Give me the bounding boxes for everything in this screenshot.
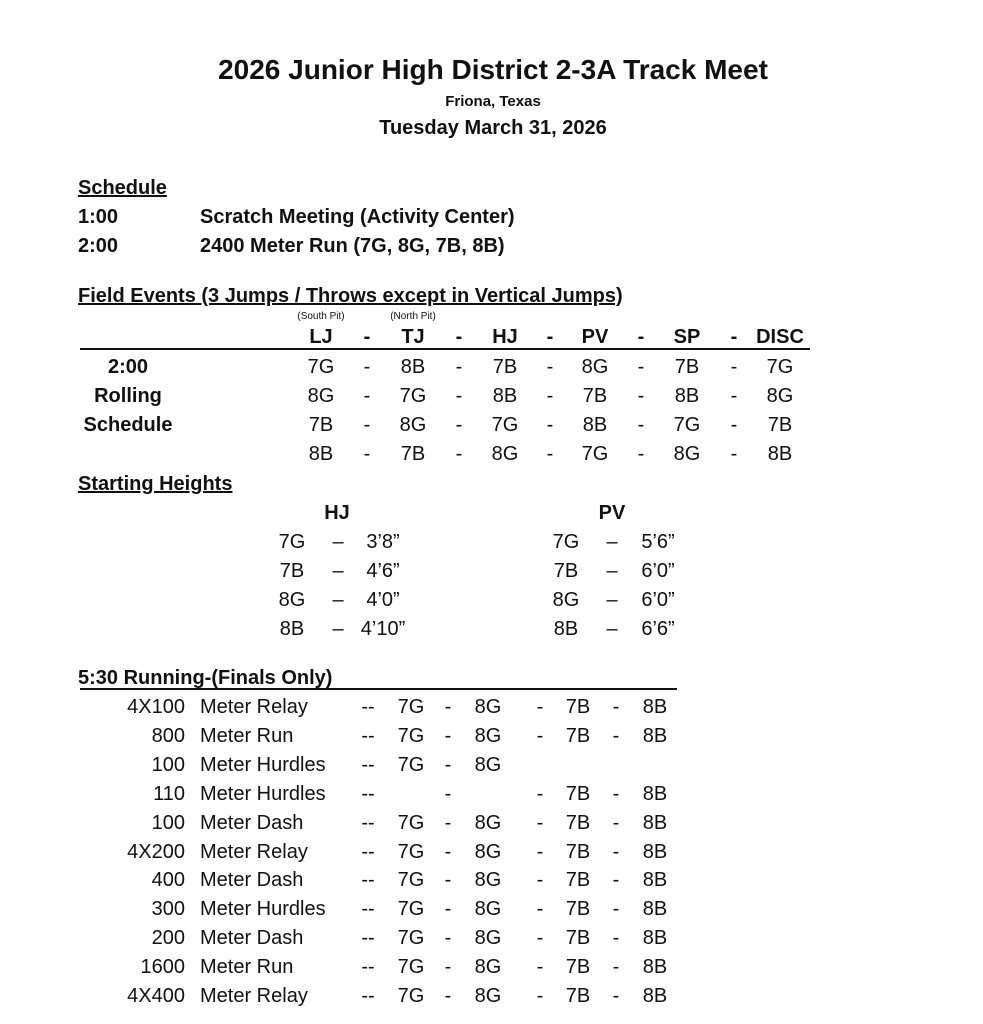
separator: - — [536, 956, 544, 978]
row-label: 2:00 — [107, 356, 149, 378]
pv-height: 6’0” — [641, 560, 675, 582]
dash: – — [606, 560, 618, 582]
event-name: Meter Hurdles — [200, 898, 326, 920]
hj-height: 4’6” — [366, 560, 400, 582]
field-event-cell: 8B — [674, 385, 700, 407]
event-name: Meter Relay — [200, 696, 308, 718]
hj-division: 8B — [279, 618, 305, 640]
field-event-cell: 7G — [673, 414, 701, 436]
division-8b: 8B — [642, 696, 668, 718]
separator: - — [612, 696, 620, 718]
separator: - — [444, 812, 452, 834]
division-8b: 8B — [642, 812, 668, 834]
field-event-cell: 7B — [308, 414, 334, 436]
separator: - — [536, 841, 544, 863]
separator: - — [637, 385, 645, 407]
event-name: Meter Run — [200, 725, 294, 747]
division-7g: 7G — [397, 754, 425, 776]
separator: -- — [361, 927, 375, 949]
separator: - — [612, 841, 620, 863]
separator: - — [637, 414, 645, 436]
separator: -- — [361, 696, 375, 718]
division-7g: 7G — [397, 956, 425, 978]
column-header-pv: PV — [581, 326, 609, 348]
separator: - — [363, 385, 371, 407]
schedule-heading: Schedule — [78, 177, 167, 199]
distance: 400 — [151, 869, 185, 891]
separator: - — [730, 385, 738, 407]
separator: - — [536, 696, 544, 718]
separator: - — [536, 812, 544, 834]
column-header-disc: DISC — [756, 326, 804, 348]
separator: - — [455, 326, 463, 348]
separator: - — [444, 696, 452, 718]
event-name: Meter Relay — [200, 841, 308, 863]
division-7g: 7G — [397, 869, 425, 891]
separator: -- — [361, 898, 375, 920]
separator: -- — [361, 812, 375, 834]
division-7g: 7G — [397, 696, 425, 718]
division-8b: 8B — [642, 927, 668, 949]
dash: – — [332, 560, 344, 582]
separator: - — [612, 985, 620, 1007]
pv-division: 8G — [552, 589, 580, 611]
separator: -- — [361, 869, 375, 891]
separator: - — [612, 812, 620, 834]
separator: - — [637, 443, 645, 465]
field-events-heading: Field Events (3 Jumps / Throws except in Vertical Jumps) — [78, 285, 623, 307]
separator: -- — [361, 754, 375, 776]
starting-heights-heading: Starting Heights — [78, 473, 233, 495]
pv-height: 6’0” — [641, 589, 675, 611]
location: Friona, Texas — [445, 93, 541, 110]
hj-division: 7B — [279, 560, 305, 582]
field-event-cell: 7B — [400, 443, 426, 465]
division-8b: 8B — [642, 898, 668, 920]
separator: - — [444, 869, 452, 891]
dash: – — [332, 589, 344, 611]
separator: - — [546, 414, 554, 436]
column-header-sp: SP — [673, 326, 701, 348]
field-event-cell: 8B — [492, 385, 518, 407]
event-name: Meter Relay — [200, 985, 308, 1007]
hj-height: 3’8” — [366, 531, 400, 553]
distance: 1600 — [140, 956, 185, 978]
field-event-cell: 7B — [492, 356, 518, 378]
pv-division: 7G — [552, 531, 580, 553]
separator: - — [363, 414, 371, 436]
page-title: 2026 Junior High District 2-3A Track Meet — [218, 54, 768, 85]
field-event-cell: 7B — [674, 356, 700, 378]
pv-division: 7B — [553, 560, 579, 582]
separator: - — [546, 356, 554, 378]
division-7b: 7B — [565, 898, 591, 920]
pv-height: 6’6” — [641, 618, 675, 640]
pv-division: 8B — [553, 618, 579, 640]
field-events-rule — [80, 348, 810, 350]
dash: – — [606, 618, 618, 640]
dash: – — [332, 531, 344, 553]
division-7b: 7B — [565, 985, 591, 1007]
event-name: Meter Dash — [200, 812, 304, 834]
schedule-time: 1:00 — [78, 206, 119, 228]
division-7g: 7G — [397, 985, 425, 1007]
separator: - — [536, 985, 544, 1007]
field-event-cell: 8G — [673, 443, 701, 465]
pv-label: PV — [598, 502, 626, 524]
field-event-cell: 7G — [399, 385, 427, 407]
separator: - — [455, 385, 463, 407]
dash: – — [606, 531, 618, 553]
field-event-cell: 7G — [307, 356, 335, 378]
field-event-cell: 7G — [581, 443, 609, 465]
separator: - — [444, 725, 452, 747]
hj-division: 8G — [278, 589, 306, 611]
distance: 4X100 — [127, 696, 185, 718]
separator: - — [546, 443, 554, 465]
division-8b: 8B — [642, 869, 668, 891]
field-event-cell: 8G — [581, 356, 609, 378]
distance: 100 — [151, 754, 185, 776]
separator: - — [444, 841, 452, 863]
column-header-lj: LJ — [309, 326, 333, 348]
division-7b: 7B — [565, 956, 591, 978]
distance: 4X400 — [127, 985, 185, 1007]
division-7b: 7B — [565, 841, 591, 863]
division-7g: 7G — [397, 841, 425, 863]
separator: - — [455, 356, 463, 378]
pv-height: 5’6” — [641, 531, 675, 553]
separator: - — [612, 725, 620, 747]
schedule-event: Scratch Meeting (Activity Center) — [200, 206, 515, 228]
division-8g: 8G — [474, 841, 502, 863]
separator: - — [363, 443, 371, 465]
division-7b: 7B — [565, 869, 591, 891]
separator: - — [536, 898, 544, 920]
separator: - — [444, 898, 452, 920]
division-7g: 7G — [397, 898, 425, 920]
event-name: Meter Hurdles — [200, 754, 326, 776]
division-8b: 8B — [642, 725, 668, 747]
field-event-cell: 8B — [582, 414, 608, 436]
field-event-cell: 7G — [491, 414, 519, 436]
hj-label: HJ — [324, 502, 350, 524]
column-header-hj: HJ — [492, 326, 518, 348]
separator: - — [730, 326, 738, 348]
field-event-cell: 7B — [582, 385, 608, 407]
separator: - — [612, 956, 620, 978]
separator: - — [536, 869, 544, 891]
event-name: Meter Dash — [200, 927, 304, 949]
event-name: Meter Run — [200, 956, 294, 978]
division-8b: 8B — [642, 783, 668, 805]
tj-note: (North Pit) — [390, 311, 436, 322]
row-label: Schedule — [83, 414, 173, 436]
division-8g: 8G — [474, 869, 502, 891]
separator: - — [730, 443, 738, 465]
separator: - — [637, 356, 645, 378]
division-7b: 7B — [565, 812, 591, 834]
separator: - — [444, 927, 452, 949]
separator: - — [536, 927, 544, 949]
row-label: Rolling — [94, 385, 162, 407]
separator: - — [444, 783, 452, 805]
field-event-cell: 8G — [766, 385, 794, 407]
distance: 200 — [151, 927, 185, 949]
division-8g: 8G — [474, 956, 502, 978]
separator: - — [612, 898, 620, 920]
separator: -- — [361, 956, 375, 978]
separator: - — [444, 956, 452, 978]
schedule-time: 2:00 — [78, 235, 119, 257]
event-name: Meter Dash — [200, 869, 304, 891]
hj-height: 4’0” — [366, 589, 400, 611]
separator: - — [546, 326, 554, 348]
lj-note: (South Pit) — [297, 311, 345, 322]
running-heading: 5:30 Running-(Finals Only) — [78, 667, 333, 689]
distance: 4X200 — [127, 841, 185, 863]
field-event-cell: 8G — [307, 385, 335, 407]
hj-division: 7G — [278, 531, 306, 553]
division-7b: 7B — [565, 927, 591, 949]
separator: - — [455, 443, 463, 465]
division-8g: 8G — [474, 812, 502, 834]
division-8b: 8B — [642, 841, 668, 863]
meet-date: Tuesday March 31, 2026 — [379, 117, 607, 139]
separator: - — [730, 356, 738, 378]
field-event-cell: 7G — [766, 356, 794, 378]
division-7g: 7G — [397, 927, 425, 949]
separator: -- — [361, 985, 375, 1007]
running-rule — [80, 688, 677, 690]
separator: - — [363, 356, 371, 378]
field-event-cell: 8B — [400, 356, 426, 378]
division-7b: 7B — [565, 696, 591, 718]
hj-height: 4’10” — [360, 618, 406, 640]
division-8g: 8G — [474, 985, 502, 1007]
distance: 110 — [153, 783, 185, 805]
separator: - — [612, 783, 620, 805]
division-8b: 8B — [642, 985, 668, 1007]
separator: - — [444, 985, 452, 1007]
dash: – — [332, 618, 344, 640]
separator: - — [637, 326, 645, 348]
separator: - — [444, 754, 452, 776]
division-8g: 8G — [474, 927, 502, 949]
division-8g: 8G — [474, 725, 502, 747]
separator: -- — [361, 841, 375, 863]
separator: - — [536, 783, 544, 805]
separator: - — [536, 725, 544, 747]
division-8g: 8G — [474, 696, 502, 718]
distance: 300 — [151, 898, 185, 920]
field-event-cell: 8G — [491, 443, 519, 465]
division-8b: 8B — [642, 956, 668, 978]
dash: – — [606, 589, 618, 611]
separator: -- — [361, 783, 375, 805]
separator: - — [546, 385, 554, 407]
separator: - — [612, 869, 620, 891]
separator: - — [455, 414, 463, 436]
distance: 100 — [151, 812, 185, 834]
separator: - — [363, 326, 371, 348]
schedule-event: 2400 Meter Run (7G, 8G, 7B, 8B) — [200, 235, 505, 257]
division-7g: 7G — [397, 812, 425, 834]
event-name: Meter Hurdles — [200, 783, 326, 805]
division-8g: 8G — [474, 754, 502, 776]
division-8g: 8G — [474, 898, 502, 920]
field-event-cell: 7B — [767, 414, 793, 436]
separator: - — [612, 927, 620, 949]
division-7g: 7G — [397, 725, 425, 747]
separator: -- — [361, 725, 375, 747]
field-event-cell: 8G — [399, 414, 427, 436]
column-header-tj: TJ — [401, 326, 425, 348]
division-7b: 7B — [565, 725, 591, 747]
division-7b: 7B — [565, 783, 591, 805]
field-event-cell: 8B — [767, 443, 793, 465]
separator: - — [730, 414, 738, 436]
distance: 800 — [151, 725, 185, 747]
field-event-cell: 8B — [308, 443, 334, 465]
